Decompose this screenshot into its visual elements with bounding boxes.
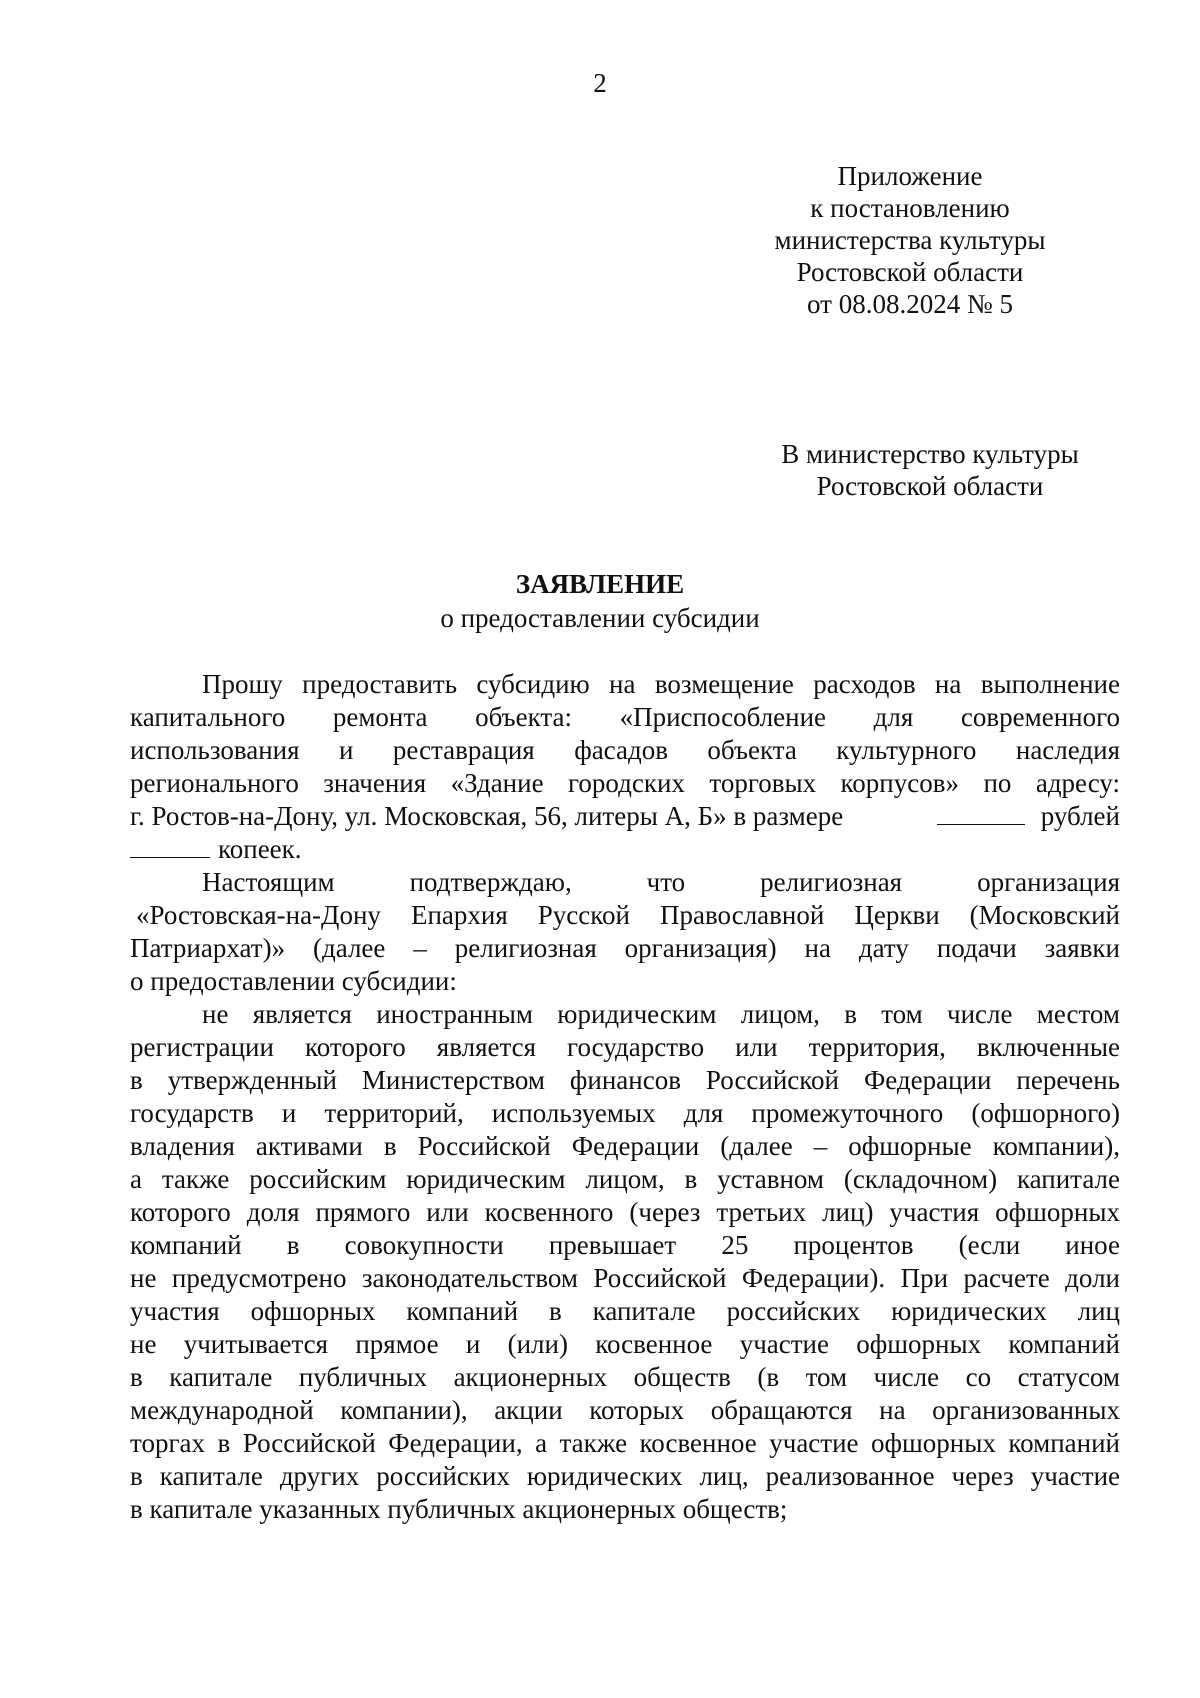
body-line: в капитале публичных акционерных обществ (в том числе со статусом: [130, 1362, 1120, 1392]
body-line: «Ростовская-на-Дону Епархия Русской Православной Церкви (Московский: [136, 900, 1120, 930]
body-line: не предусмотрено законодательством Российской Федерации). При расчете доли: [130, 1263, 1120, 1293]
body-line-amount: [130, 800, 1120, 833]
appendix-line: от 08.08.2024 № 5: [807, 289, 1013, 319]
body-line: государств и территорий, используемых для промежуточного (офшорного): [130, 1098, 1120, 1128]
body-line: использования и реставрация фасадов объекта культурного наследия: [130, 735, 1120, 765]
kopecks-blank-field[interactable]: [130, 835, 210, 858]
appendix-line: Ростовской области: [796, 257, 1024, 287]
body-line: не учитывается прямое и (или) косвенное участие офшорных компаний: [130, 1329, 1120, 1359]
appendix-block: [720, 160, 1100, 320]
addressee-block: [730, 438, 1130, 502]
body-line: в капитале указанных публичных акционерных обществ;: [130, 1494, 788, 1524]
document-subtitle: о предоставлении субсидии: [440, 603, 760, 633]
body-line: участия офшорных компаний в капитале российских юридических лиц: [130, 1296, 1120, 1326]
body-line: регионального значения «Здание городских торговых корпусов» по адресу:: [130, 768, 1120, 798]
addressee-line: В министерство культуры: [781, 439, 1079, 469]
body-line-kopecks: [130, 833, 1120, 866]
body-line: регистрации которого является государство или территория, включенные: [130, 1032, 1120, 1062]
addressee-line: Ростовской области: [816, 471, 1044, 501]
body-line: Патриархат)» (далее – религиозная организация) на дату подачи заявки: [130, 933, 1120, 963]
body-line: владения активами в Российской Федерации (далее – офшорные компании),: [130, 1131, 1120, 1161]
body-line: торгах в Российской Федерации, а также косвенное участие офшорных компаний: [130, 1428, 1120, 1458]
rubles-blank-field[interactable]: [937, 802, 1025, 825]
kopecks-label: копеек.: [218, 834, 302, 864]
rubles-label: рублей: [1040, 801, 1120, 831]
body-line: не является иностранным юридическим лицом, в том числе местом: [202, 999, 1120, 1029]
amount-text: г. Ростов-на-Дону, ул. Московская, 56, литеры А, Б» в размере: [130, 801, 844, 831]
body-line: которого доля прямого или косвенного (через третьих лиц) участия офшорных: [130, 1197, 1120, 1227]
body-line: Прошу предоставить субсидию на возмещение расходов на выполнение: [202, 669, 1120, 699]
appendix-line: к постановлению: [810, 193, 1010, 223]
body-line: о предоставлении субсидии:: [130, 966, 457, 996]
document-title: ЗАЯВЛЕНИЕ: [515, 569, 685, 599]
body-line: международной компании), акции которых обращаются на организованных: [130, 1395, 1120, 1425]
body-line: капитального ремонта объекта: «Приспособление для современного: [130, 702, 1120, 732]
body-line: а также российским юридическим лицом, в уставном (складочном) капитале: [130, 1164, 1120, 1194]
body-line: в утвержденный Министерством финансов Российской Федерации перечень: [130, 1065, 1120, 1095]
page-number: 2: [593, 68, 607, 98]
body-line: в капитале других российских юридических лиц, реализованное через участие: [130, 1461, 1120, 1491]
document-body: [130, 668, 1120, 1526]
body-line: Настоящим подтверждаю, что религиозная организация: [202, 867, 1120, 897]
appendix-line: министерства культуры: [774, 225, 1046, 255]
body-line: компаний в совокупности превышает 25 процентов (если иное: [130, 1230, 1120, 1260]
appendix-line: Приложение: [837, 161, 983, 191]
amount-rubles-group: [931, 800, 1120, 833]
